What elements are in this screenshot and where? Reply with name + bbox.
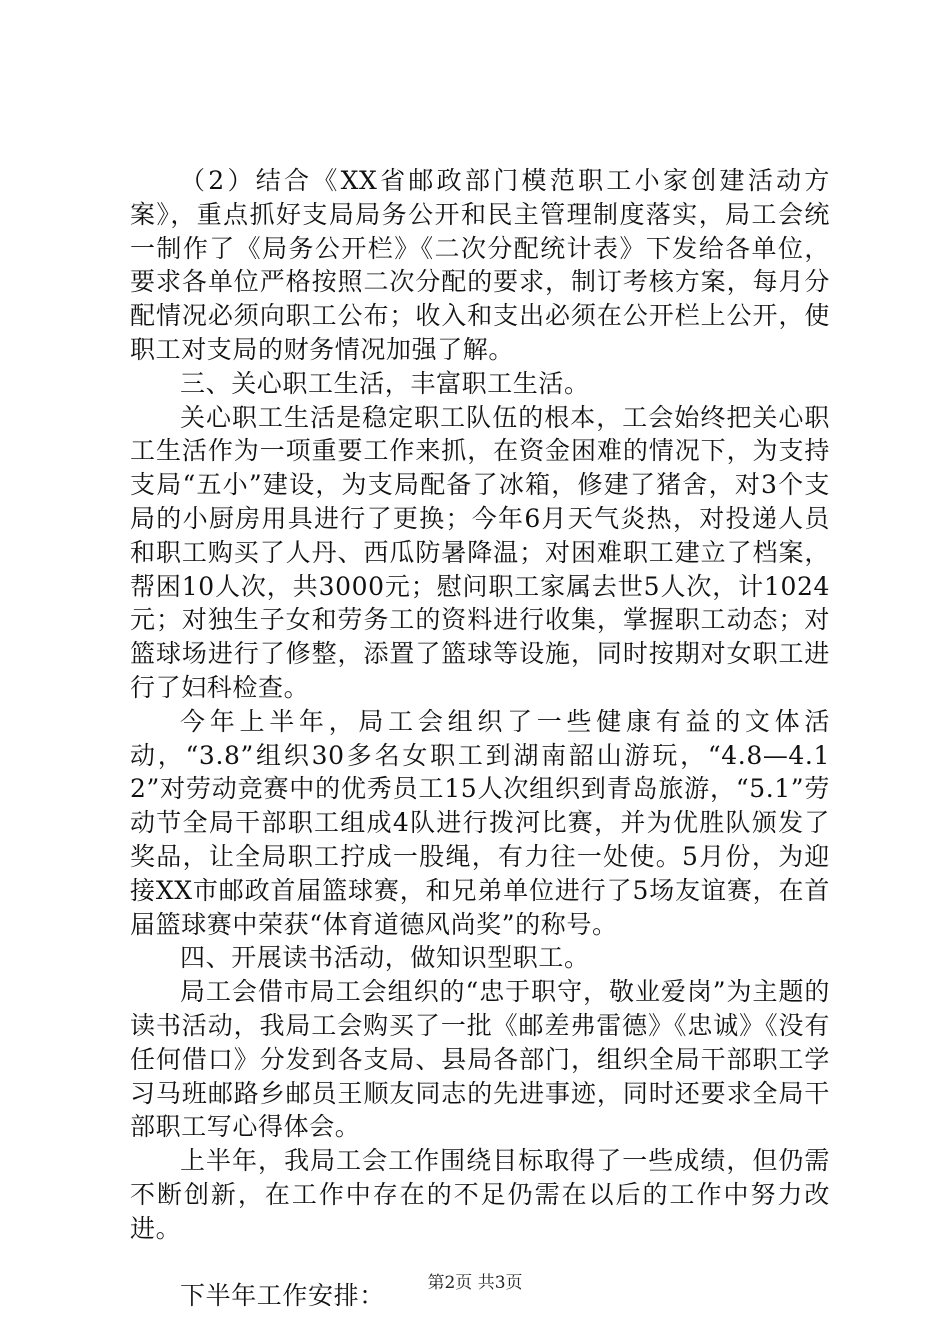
paragraph-care-details: 关心职工生活是稳定职工队伍的根本，工会始终把关心职工生活作为一项重要工作来抓，在资金困难的情况下，为支持支局“五小”建设，为支局配备了冰箱，修建了猪舍，对3个支局的小厨房用具进行了更换；今年6月天气炎热，对投递人员和职工购买了人丹、西瓜防暑降温；对困难职工建立了档案，帮困10人次，共3000元；慰问职工家属去世5人次，计1024元；对独生子女和劳务工的资料进行收集，掌握职工动态；对篮球场进行了修整，添置了篮球等设施，同时按期对女职工进行了妇科检查。	[130, 402, 830, 702]
heading-reading-activity: 四、开展读书活动，做知识型职工。	[180, 943, 590, 973]
section-title-second-half-plan: 下半年工作安排：	[180, 1280, 385, 1310]
paragraph-reading-details: 局工会借市局工会组织的“忠于职守，敬业爱岗”为主题的读书活动，我局工会购买了一批《邮差弗雷德》《忠诚》《没有任何借口》分发到各支局、县局各部门，组织全局干部职工学习马班邮路乡邮员王顺友同志的先进事迹，同时还要求全局干部职工写心得体会。	[130, 977, 830, 1142]
paragraph-cultural-activities: 今年上半年，局工会组织了一些健康有益的文体活动，“3.8”组织30多名女职工到湖南韶山游玩，“4.8—4.12”对劳动竞赛中的优秀员工15人次组织到青岛旅游，“5.1”劳动节全局干部职工组成4队进行拨河比赛，并为优胜队颁发了奖品，让全局职工拧成一股绳，有力往一处使。5月份，为迎接XX市邮政首届篮球赛，和兄弟单位进行了5场友谊赛，在首届篮球赛中荣获“体育道德风尚奖”的称号。	[130, 706, 830, 939]
document-body	[130, 164, 830, 1312]
paragraph-summary: 上半年，我局工会工作围绕目标取得了一些成绩，但仍需不断创新，在工作中存在的不足仍需在以后的工作中努力改进。	[130, 1146, 830, 1243]
heading-care-for-staff: 三、关心职工生活，丰富职工生活。	[180, 368, 590, 398]
paragraph-union-home: （2）结合《XX省邮政部门模范职工小家创建活动方案》，重点抓好支局局务公开和民主管理制度落实，局工会统一制作了《局务公开栏》《二次分配统计表》下发给各单位，要求各单位严格按照二次分配的要求，制订考核方案，每月分配情况必须向职工公布；收入和支出必须在公开栏上公开，使职工对支局的财务情况加强了解。	[130, 166, 830, 364]
page-number-footer: 第2页 共3页	[427, 1273, 523, 1293]
